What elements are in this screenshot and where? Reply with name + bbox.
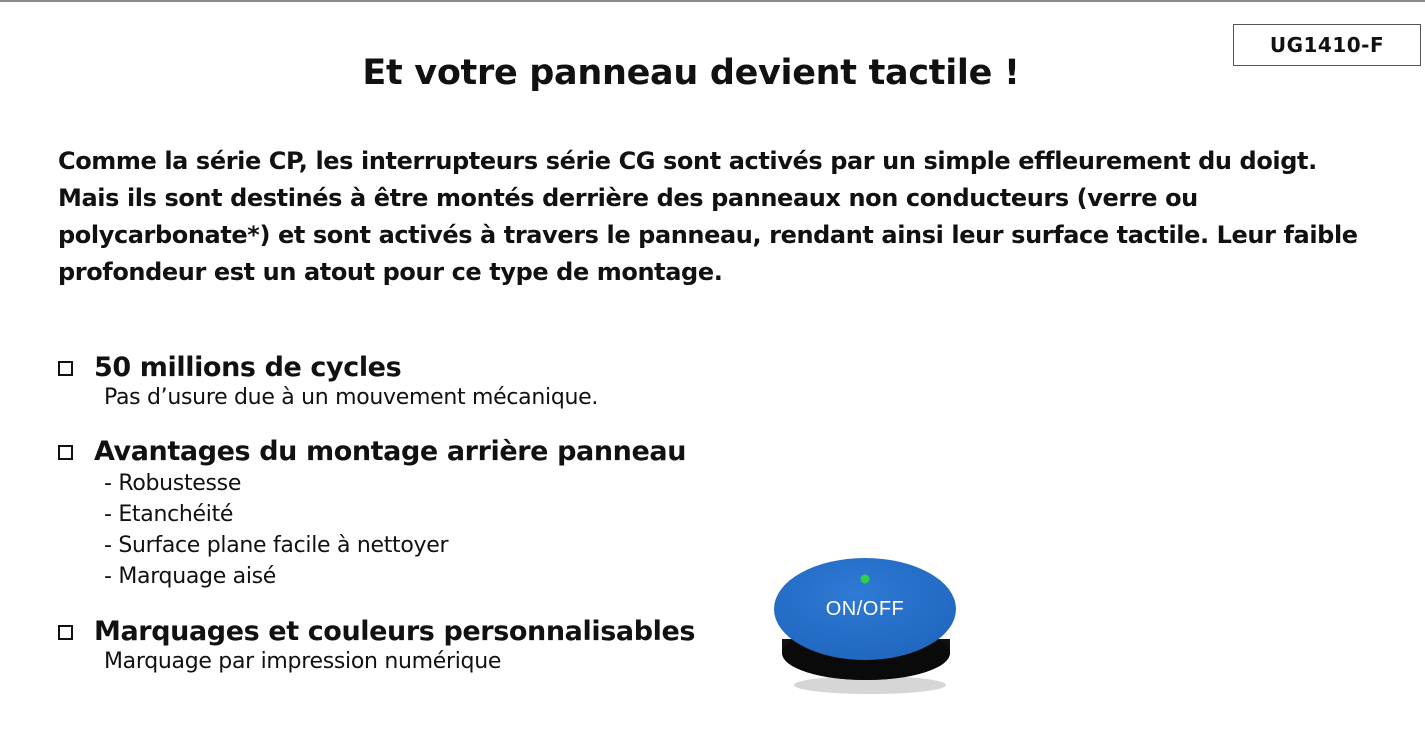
feature-heading xyxy=(58,350,758,384)
feature-title: Marquages et couleurs personnalisables xyxy=(94,615,696,647)
feature-rear-mounting xyxy=(58,434,758,592)
touch-button-icon xyxy=(768,557,968,707)
on-off-button-illustration xyxy=(768,557,968,707)
feature-heading xyxy=(58,434,758,468)
list-item: - Robustesse xyxy=(104,471,242,496)
feature-heading xyxy=(58,614,758,648)
intro-paragraph: Comme la série CP, les interrupteurs série CG sont activés par un simple effleurement du doigt. Mais ils sont destinés à être montés derrière des panneaux non conducteurs (verre ou polycarbonate*) et sont activés à travers le panneau, rendant ainsi leur surface tactile. Leur faible profondeur est un atout pour ce type de montage. xyxy=(58,147,1358,286)
button-label: ON/OFF xyxy=(825,598,905,620)
list-item: - Surface plane facile à nettoyer xyxy=(104,533,449,558)
feature-title: Avantages du montage arrière panneau xyxy=(94,435,687,467)
page-title: Et votre panneau devient tactile ! xyxy=(362,53,1020,93)
feature-cycles xyxy=(58,350,758,412)
feature-description: Pas d’usure due à un mouvement mécanique. xyxy=(104,385,599,410)
list-item: - Etanchéité xyxy=(104,502,234,527)
feature-custom-markings xyxy=(58,614,758,676)
list-item: - Marquage aisé xyxy=(104,564,277,589)
top-rule xyxy=(0,0,1425,2)
checkbox-icon xyxy=(58,445,73,460)
checkbox-icon xyxy=(58,361,73,376)
advantages-list xyxy=(58,468,758,592)
feature-list xyxy=(58,350,758,676)
reference-code: UG1410-F xyxy=(1269,33,1385,57)
checkbox-icon xyxy=(58,625,73,640)
feature-title: 50 millions de cycles xyxy=(94,351,402,383)
feature-description: Marquage par impression numérique xyxy=(104,649,502,674)
status-led-icon xyxy=(861,575,870,584)
